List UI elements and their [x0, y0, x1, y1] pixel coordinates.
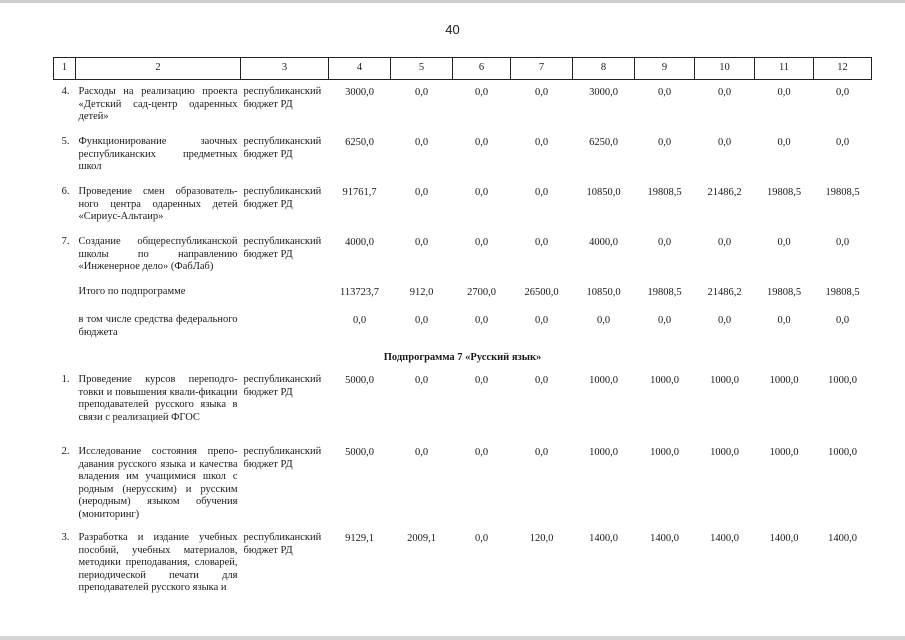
- row-value: 1000,0: [650, 447, 679, 458]
- total-value: 19808,5: [825, 287, 860, 298]
- row-value: 1400,0: [650, 533, 679, 544]
- row-value: 0,0: [777, 137, 791, 148]
- federal-row: [54, 314, 872, 352]
- row-value: 19808,5: [825, 187, 860, 198]
- row-value: 0,0: [534, 87, 549, 98]
- table-row: [54, 532, 872, 595]
- row-name: Создание общереспубликанской школы по направлению «Инженерное дело» (ФабЛаб): [78, 236, 238, 272]
- total-label: Итого по подпрограмме: [78, 286, 186, 297]
- row-name: Разработка и издание учебных пособий, учебных материалов, методики преподавания, словарей, периодической печати для преподавателей русского языка и: [78, 532, 238, 593]
- row-source: республиканский бюджет РД: [243, 236, 322, 260]
- row-number: 2.: [61, 446, 70, 457]
- row-value: 0,0: [474, 187, 489, 198]
- row-value: 10850,0: [586, 187, 621, 198]
- table-row: [54, 374, 872, 446]
- total-value: 912,0: [409, 287, 434, 298]
- column-header: 4: [329, 58, 391, 80]
- row-number: 6.: [61, 186, 70, 197]
- federal-value: 0,0: [717, 315, 732, 326]
- row-value: 1000,0: [589, 447, 618, 458]
- table-row: [54, 186, 872, 236]
- row-value: 0,0: [835, 237, 850, 248]
- row-name: Проведение смен образователь-ного центра одаренных детей «Сириус-Альтаир»: [78, 186, 238, 222]
- row-value: 1000,0: [769, 447, 799, 458]
- row-source: республиканский бюджет РД: [243, 186, 322, 210]
- column-header: 8: [573, 58, 635, 80]
- row-number: 7.: [61, 236, 70, 247]
- row-name: Расходы на реализацию проекта «Детский сад-центр одаренных детей»: [78, 86, 238, 122]
- row-value: 0,0: [534, 375, 549, 386]
- column-header-row: [54, 58, 872, 80]
- federal-value: 0,0: [352, 315, 367, 326]
- scan-top-edge: [0, 0, 905, 3]
- row-value: 0,0: [534, 447, 549, 458]
- row-value: 0,0: [657, 87, 672, 98]
- table-row: [54, 136, 872, 186]
- row-value: 1400,0: [710, 533, 739, 544]
- federal-value: 0,0: [534, 315, 549, 326]
- row-value: 19808,5: [766, 187, 802, 198]
- row-value: 1000,0: [650, 375, 679, 386]
- page-number: 40: [445, 22, 460, 37]
- row-value: 19808,5: [647, 187, 682, 198]
- row-source: республиканский бюджет РД: [243, 374, 322, 398]
- row-value: 3000,0: [345, 87, 374, 98]
- federal-value: 0,0: [414, 315, 429, 326]
- row-value: 0,0: [835, 137, 850, 148]
- row-value: 0,0: [777, 237, 791, 248]
- row-value: 0,0: [474, 87, 489, 98]
- column-header: 6: [453, 58, 511, 80]
- row-value: 0,0: [414, 187, 429, 198]
- row-value: 0,0: [474, 137, 489, 148]
- row-value: 1000,0: [710, 375, 739, 386]
- table-row: [54, 446, 872, 532]
- federal-value: 0,0: [777, 315, 791, 326]
- row-value: 0,0: [414, 137, 429, 148]
- row-number: 4.: [61, 86, 70, 97]
- row-value: 0,0: [474, 237, 489, 248]
- row-value: 0,0: [657, 237, 672, 248]
- row-value: 0,0: [474, 533, 489, 544]
- row-value: 6250,0: [589, 137, 618, 148]
- row-value: 1000,0: [828, 447, 857, 458]
- row-value: 0,0: [534, 187, 549, 198]
- row-value: 1400,0: [589, 533, 618, 544]
- subprogram-heading-row: [54, 352, 872, 374]
- row-number: 5.: [61, 136, 70, 147]
- row-value: 5000,0: [345, 375, 374, 386]
- column-header: 7: [511, 58, 573, 80]
- federal-value: 0,0: [657, 315, 672, 326]
- row-value: 1000,0: [710, 447, 739, 458]
- total-value: 2700,0: [467, 287, 496, 298]
- row-value: 1000,0: [589, 375, 618, 386]
- subprogram-title: Подпрограмма 7 «Русский язык»: [383, 352, 542, 363]
- row-value: 0,0: [534, 137, 549, 148]
- column-header: 1: [54, 58, 76, 80]
- scan-bottom-edge: [0, 636, 905, 640]
- row-source: республиканский бюджет РД: [243, 86, 322, 110]
- row-source: республиканский бюджет РД: [243, 446, 322, 470]
- column-header: 10: [695, 58, 755, 80]
- total-value: 21486,2: [707, 287, 742, 298]
- row-value: 0,0: [717, 237, 732, 248]
- row-value: 1400,0: [769, 533, 799, 544]
- federal-value: 0,0: [835, 315, 850, 326]
- row-value: 3000,0: [589, 87, 618, 98]
- row-value: 9129,1: [345, 533, 374, 544]
- column-header: 12: [814, 58, 872, 80]
- column-header: 3: [241, 58, 329, 80]
- row-value: 91761,7: [342, 187, 377, 198]
- federal-label: в том числе средства федерального бюджета: [78, 314, 238, 338]
- total-row: [54, 286, 872, 314]
- row-value: 0,0: [717, 137, 732, 148]
- row-source: республиканский бюджет РД: [243, 532, 322, 556]
- row-value: 0,0: [414, 375, 429, 386]
- table-row: [54, 236, 872, 286]
- total-value: 19808,5: [647, 287, 682, 298]
- budget-table: [53, 57, 872, 595]
- row-value: 0,0: [657, 137, 672, 148]
- row-value: 0,0: [835, 87, 850, 98]
- row-value: 0,0: [534, 237, 549, 248]
- row-name: Функционирование заочных республиканских предметных школ: [78, 136, 238, 172]
- row-value: 6250,0: [345, 137, 374, 148]
- row-value: 5000,0: [345, 447, 374, 458]
- row-value: 1000,0: [828, 375, 857, 386]
- table-row: [54, 86, 872, 136]
- column-header: 2: [76, 58, 241, 80]
- column-header: 9: [635, 58, 695, 80]
- row-source: республиканский бюджет РД: [243, 136, 322, 160]
- row-value: 1000,0: [769, 375, 799, 386]
- row-name: Исследование состояния препо-давания русского языка и качества владения им учащимися школ с родным (нерусским) и русским (неродным) языком обучения (мониторинг): [78, 446, 238, 520]
- column-header: 11: [755, 58, 814, 80]
- row-value: 0,0: [474, 375, 489, 386]
- row-value: 0,0: [414, 237, 429, 248]
- column-header: 5: [391, 58, 453, 80]
- row-value: 0,0: [414, 87, 429, 98]
- row-value: 0,0: [717, 87, 732, 98]
- row-number: 1.: [61, 374, 70, 385]
- federal-value: 0,0: [596, 315, 611, 326]
- row-value: 2009,1: [407, 533, 436, 544]
- row-value: 4000,0: [589, 237, 618, 248]
- row-value: 120,0: [529, 533, 554, 544]
- row-value: 1400,0: [828, 533, 857, 544]
- row-value: 4000,0: [345, 237, 374, 248]
- row-value: 0,0: [414, 447, 429, 458]
- row-value: 0,0: [474, 447, 489, 458]
- federal-value: 0,0: [474, 315, 489, 326]
- total-value: 10850,0: [586, 287, 621, 298]
- row-number: 3.: [61, 532, 70, 543]
- row-name: Проведение курсов переподго-товки и повышения квали-фикации преподавателей русского языка в связи с реализацией ФГОС: [78, 374, 238, 423]
- row-value: 21486,2: [707, 187, 742, 198]
- total-value: 26500,0: [524, 287, 559, 298]
- total-value: 113723,7: [340, 287, 379, 298]
- total-value: 19808,5: [766, 287, 802, 298]
- row-value: 0,0: [777, 87, 791, 98]
